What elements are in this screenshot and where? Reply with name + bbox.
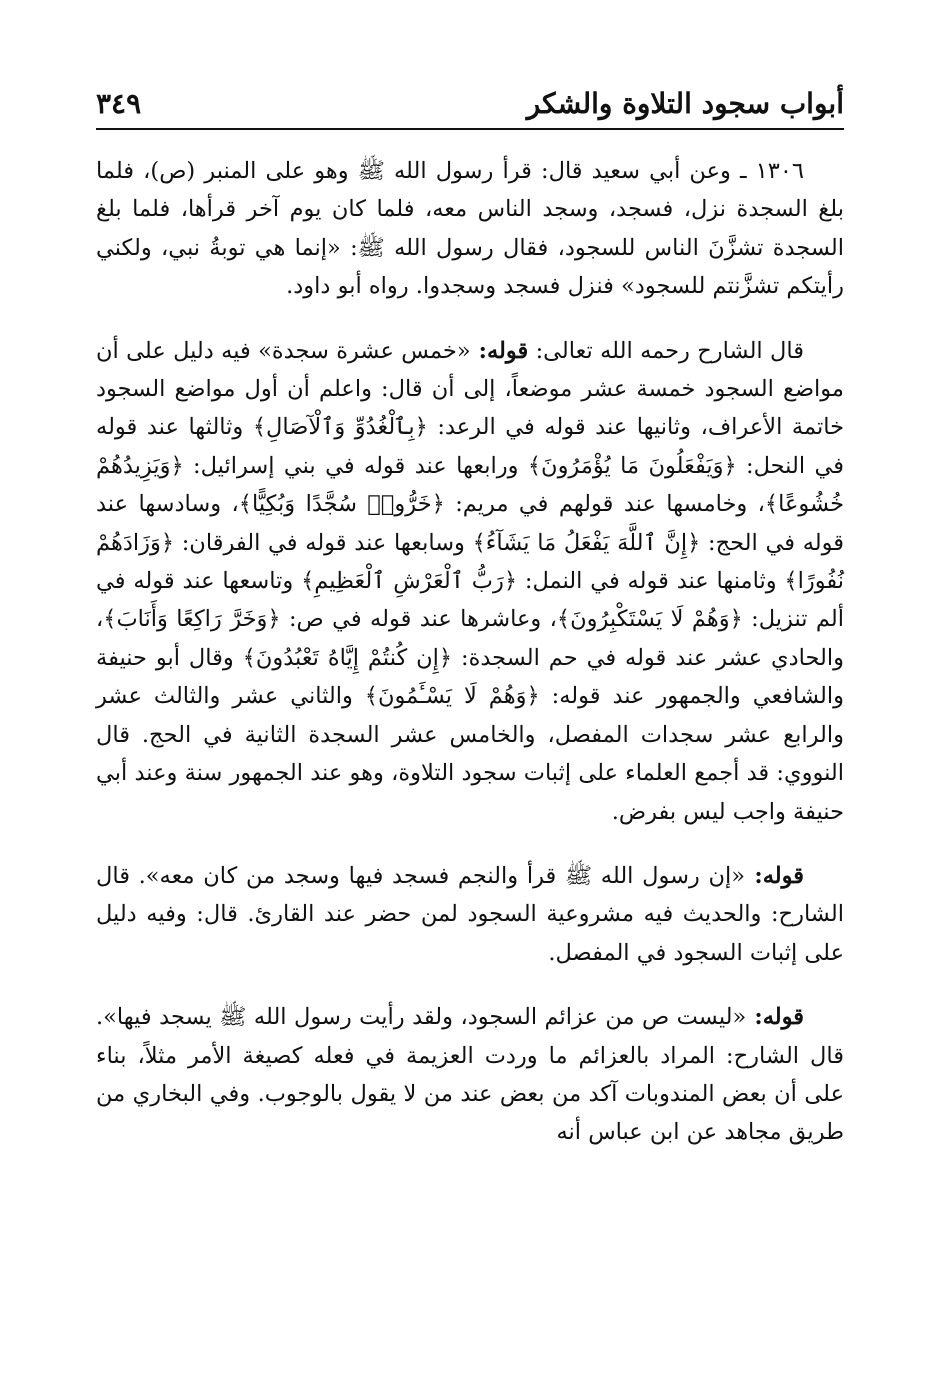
qawluhu-label: قوله:: [745, 862, 805, 889]
page-body: [96, 152, 844, 1152]
chapter-title: أبواب سجود التلاوة والشكر: [526, 87, 844, 120]
hadith-paragraph: [96, 152, 844, 306]
commentary-text: «ليست ص من عزائم السجود، ولقد رأيت رسول الله ﷺ يسجد فيها». قال الشارح: المراد بالعزائم ما وردت العزيمة في فعله كصيغة الأمر مثلاً، بناء على أن بعض المندوبات آكد من بعض عند من لا يقول بالوجوب. وفي البخاري من طريق مجاهد عن ابن عباس أنه: [96, 1004, 844, 1146]
header-divider: [96, 128, 844, 130]
commentary-paragraph: [96, 857, 844, 972]
commentary-text: «خمس عشرة سجدة» فيه دليل على أن مواضع السجود خمسة عشر موضعاً، إلى أن قال: واعلم أن أول مواضع السجود خاتمة الأعراف، وثانيها عند قوله في الرعد: ﴿بِٱلْغُدُوِّ وَٱلْآصَالِ﴾ وثالثها عند قوله في النحل: ﴿وَيَفْعَلُونَ مَا يُؤْمَرُونَ﴾ ورابعها عند قوله في بني إسرائيل: ﴿وَيَزِيدُهُمْ خُشُوعًا﴾، وخامسها عند قولهم في مريم: ﴿خَرُّوا۟ سُجَّدًا وَبُكِيًّا﴾، وسادسها عند قوله في الحج: ﴿إِنَّ ٱللَّهَ يَفْعَلُ مَا يَشَآءُ﴾ وسابعها عند قوله في الفرقان: ﴿وَزَادَهُمْ نُفُورًا﴾ وثامنها عند قوله في النمل: ﴿رَبُّ ٱلْعَرْشِ ٱلْعَظِيمِ﴾ وتاسعها عند قوله في ألم تنزيل: ﴿وَهُمْ لَا يَسْتَكْبِرُونَ﴾، وعاشرها عند قوله في ص: ﴿وَخَرَّ رَاكِعًا وَأَنَابَ﴾، والحادي عشر عند قوله في حم السجدة: ﴿إِن كُنتُمْ إِيَّاهُ تَعْبُدُونَ﴾ وقال أبو حنيفة والشافعي والجمهور عند قوله: ﴿وَهُمْ لَا يَسْـَٔمُونَ﴾ والثاني عشر والثالث عشر والرابع عشر سجدات المفصل، والخامس عشر السجدة الثانية في الحج. قال النووي: قد أجمع العلماء على إثبات سجود التلاوة، وهو عند الجمهور سنة وعند أبي حنيفة واجب ليس بفرض.: [96, 337, 844, 825]
qawluhu-label: قوله:: [470, 337, 529, 364]
hadith-text: ١٣٠٦ ـ وعن أبي سعيد قال: قرأ رسول الله ﷺ وهو على المنبر (ص)، فلما بلغ السجدة نزل، فسجد، وسجد الناس معه، فلما كان يوم آخر قرأها، فلما بلغ السجدة تشزَّنَ الناس للسجود، فقال رسول الله ﷺ: «إنما هي توبةُ نبي، ولكني رأيتكم تشزَّنتم للسجود» فنزل فسجد وسجدوا. رواه أبو داود.: [96, 158, 844, 300]
commentary-text: «إن رسول الله ﷺ قرأ والنجم فسجد فيها وسجد من كان معه». قال الشارح: والحديث فيه مشروعية السجود لمن حضر عند القارئ. قال: وفيه دليل على إثبات السجود في المفصل.: [96, 862, 844, 966]
qawluhu-label: قوله:: [746, 1004, 804, 1031]
commentary-paragraph: [96, 332, 844, 831]
page-header: [96, 86, 844, 122]
commentary-paragraph: [96, 998, 844, 1152]
commentary-lead: قال الشارح رحمه الله تعالى:: [528, 337, 804, 364]
page-number: ٣٤٩: [96, 87, 142, 120]
